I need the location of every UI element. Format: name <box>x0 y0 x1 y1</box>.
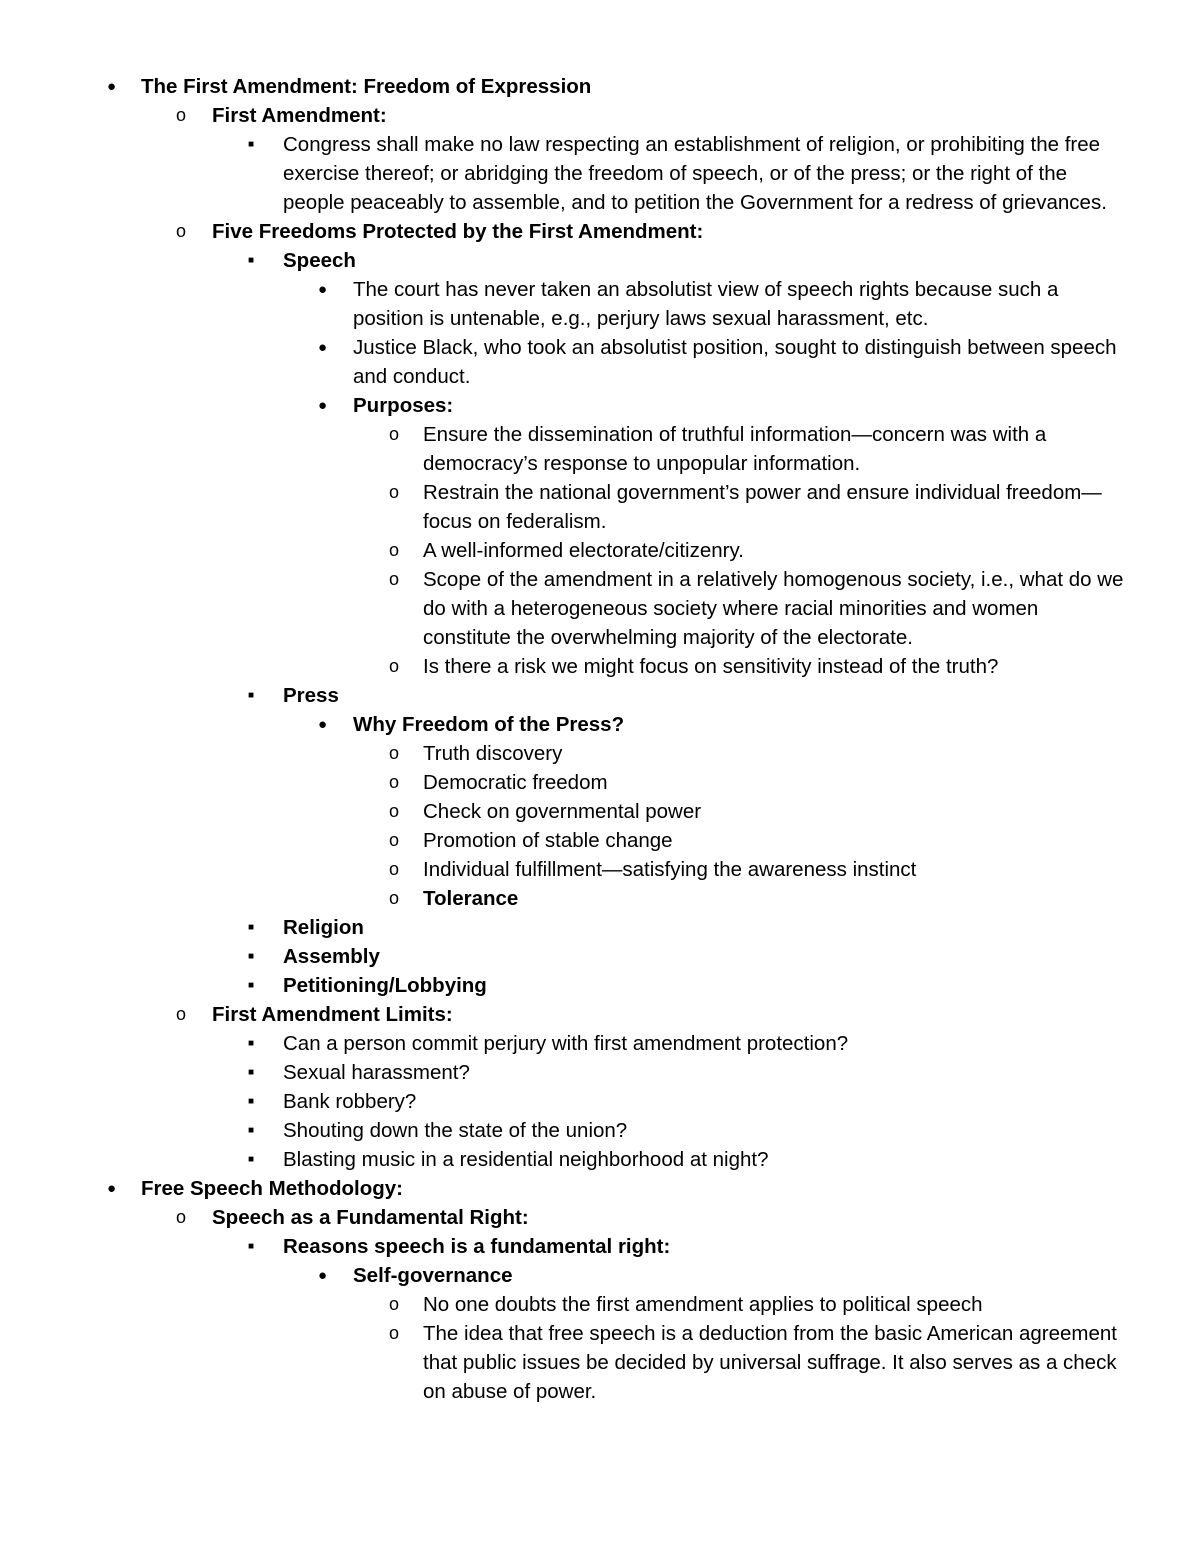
freedom-heading: Speech <box>283 249 356 272</box>
circle-bullet: o <box>389 772 400 792</box>
list-item-text: Individual fulfillment—satisfying the awareness instinct <box>423 858 917 881</box>
square-bullet: ■ <box>248 139 255 150</box>
square-bullet: ■ <box>248 1067 255 1078</box>
subsection-heading: First Amendment Limits: <box>212 1003 453 1026</box>
circle-bullet: o <box>389 1294 400 1314</box>
outline-item <box>0 971 1126 1000</box>
list-item-text: Blasting music in a residential neighborhood at night? <box>283 1148 769 1171</box>
outline-item <box>0 1203 1126 1232</box>
list-item-text: Restrain the national government’s power and ensure individual freedom—focus on federalism. <box>423 481 1102 533</box>
circle-bullet: o <box>389 1323 400 1343</box>
list-item-text: Bank robbery? <box>283 1090 417 1113</box>
circle-bullet: o <box>176 1207 187 1227</box>
list-item-text: Democratic freedom <box>423 771 608 794</box>
outline-item <box>0 130 1126 217</box>
freedom-heading: Assembly <box>283 945 380 968</box>
outline-item <box>0 913 1126 942</box>
circle-bullet: o <box>389 656 400 676</box>
reasons-heading: Reasons speech is a fundamental right: <box>283 1235 671 1258</box>
square-bullet: ■ <box>248 1038 255 1049</box>
circle-bullet: o <box>176 221 187 241</box>
circle-bullet: o <box>389 888 400 908</box>
outline-item <box>0 275 1126 333</box>
purposes-heading: Purposes: <box>353 394 454 417</box>
why-press-heading: Why Freedom of the Press? <box>353 713 625 736</box>
square-bullet: ■ <box>248 690 255 701</box>
outline-item <box>0 826 1126 855</box>
outline-item <box>0 246 1126 275</box>
outline-item <box>0 855 1126 884</box>
outline-item <box>0 420 1126 478</box>
outline-item <box>0 1232 1126 1261</box>
section-heading: The First Amendment: Freedom of Expression <box>141 75 592 98</box>
circle-bullet: o <box>176 105 187 125</box>
subsection-heading: First Amendment: <box>212 104 387 127</box>
disc-bullet: ● <box>318 1267 328 1284</box>
section-heading: Free Speech Methodology: <box>141 1177 403 1200</box>
list-item-text: Ensure the dissemination of truthful information—concern was with a democracy’s response to unpopular information. <box>423 423 1047 475</box>
outline-item <box>0 391 1126 420</box>
subsection-heading: Speech as a Fundamental Right: <box>212 1206 529 1229</box>
disc-bullet: ● <box>107 78 117 95</box>
outline-item <box>0 1145 1126 1174</box>
outline-item <box>0 1174 1126 1203</box>
square-bullet: ■ <box>248 1154 255 1165</box>
circle-bullet: o <box>389 424 400 444</box>
list-item-text: Can a person commit perjury with first amendment protection? <box>283 1032 849 1055</box>
outline-item <box>0 884 1126 913</box>
circle-bullet: o <box>389 830 400 850</box>
outline-item <box>0 217 1126 246</box>
freedom-heading: Religion <box>283 916 364 939</box>
outline-item <box>0 1058 1126 1087</box>
list-item-text: A well-informed electorate/citizenry. <box>423 539 744 562</box>
list-item-text: Promotion of stable change <box>423 829 673 852</box>
list-item-text: The court has never taken an absolutist view of speech rights because such a position is untenable, e.g., perjury laws sexual harassment, etc. <box>353 278 1059 330</box>
outline-item <box>0 478 1126 536</box>
outline <box>0 72 1200 1406</box>
outline-item <box>0 652 1126 681</box>
subsection-heading: Five Freedoms Protected by the First Amendment: <box>212 220 704 243</box>
outline-item <box>0 681 1126 710</box>
outline-item <box>0 1290 1126 1319</box>
square-bullet: ■ <box>248 951 255 962</box>
outline-item <box>0 942 1126 971</box>
amendment-text: Congress shall make no law respecting an establishment of religion, or prohibiting the free exercise thereof; or abridging the freedom of speech, or of the press; or the right of the people peaceably to assemble, and to petition the Government for a redress of grievances. <box>283 133 1107 214</box>
list-item-text: Is there a risk we might focus on sensitivity instead of the truth? <box>423 655 999 678</box>
disc-bullet: ● <box>318 339 328 356</box>
list-item-text: Justice Black, who took an absolutist position, sought to distinguish between speech and conduct. <box>353 336 1117 388</box>
circle-bullet: o <box>389 569 400 589</box>
circle-bullet: o <box>389 743 400 763</box>
square-bullet: ■ <box>248 1241 255 1252</box>
list-item-text: The idea that free speech is a deduction from the basic American agreement that public issues be decided by universal suffrage. It also serves as a check on abuse of power. <box>423 1322 1117 1403</box>
list-item-text: Shouting down the state of the union? <box>283 1119 628 1142</box>
outline-item <box>0 1029 1126 1058</box>
list-item-text: No one doubts the first amendment applies to political speech <box>423 1293 983 1316</box>
outline-item <box>0 536 1126 565</box>
circle-bullet: o <box>389 540 400 560</box>
outline-item <box>0 710 1126 739</box>
circle-bullet: o <box>389 801 400 821</box>
circle-bullet: o <box>176 1004 187 1024</box>
square-bullet: ■ <box>248 1125 255 1136</box>
outline-item <box>0 1116 1126 1145</box>
outline-item <box>0 768 1126 797</box>
outline-item <box>0 101 1126 130</box>
square-bullet: ■ <box>248 1096 255 1107</box>
list-item-text: Sexual harassment? <box>283 1061 470 1084</box>
outline-item <box>0 797 1126 826</box>
square-bullet: ■ <box>248 255 255 266</box>
outline-item <box>0 1087 1126 1116</box>
outline-item <box>0 333 1126 391</box>
list-item-text: Check on governmental power <box>423 800 702 823</box>
self-governance-heading: Self-governance <box>353 1264 513 1287</box>
disc-bullet: ● <box>318 281 328 298</box>
square-bullet: ■ <box>248 922 255 933</box>
outline-item <box>0 739 1126 768</box>
disc-bullet: ● <box>318 397 328 414</box>
list-item-text: Truth discovery <box>423 742 563 765</box>
list-item-text: Tolerance <box>423 887 519 910</box>
disc-bullet: ● <box>318 716 328 733</box>
circle-bullet: o <box>389 482 400 502</box>
outline-item <box>0 1261 1126 1290</box>
freedom-heading: Press <box>283 684 339 707</box>
outline-item <box>0 1319 1126 1406</box>
list-item-text: Scope of the amendment in a relatively homogenous society, i.e., what do we do with a heterogeneous society where racial minorities and women constitute the overwhelming majority of the electorate. <box>423 568 1124 649</box>
square-bullet: ■ <box>248 980 255 991</box>
disc-bullet: ● <box>107 1180 117 1197</box>
outline-item <box>0 72 1126 101</box>
freedom-heading: Petitioning/Lobbying <box>283 974 487 997</box>
circle-bullet: o <box>389 859 400 879</box>
outline-item <box>0 565 1126 652</box>
outline-item <box>0 1000 1126 1029</box>
